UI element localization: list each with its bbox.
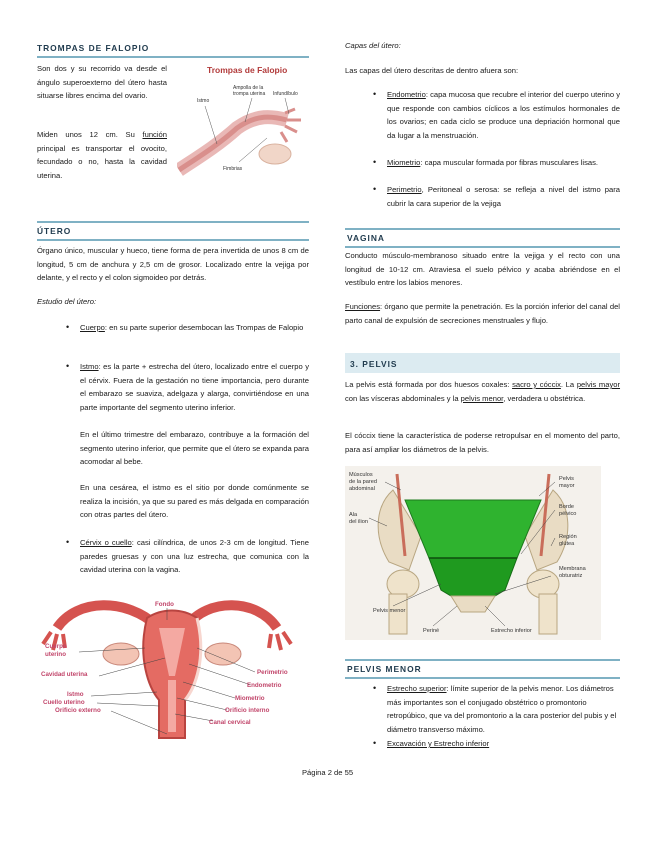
bullet-dot: • (373, 184, 377, 194)
pelvis-heading: 3. PELVIS (350, 359, 398, 369)
pelvis-paragraph-2: El cóccix tiene la característica de poderse retropulsar en el momento del parto, para así ampliar los diámetros de la pelvis. (345, 431, 620, 454)
capas-intro: Las capas del útero descritas de dentro afuera son: (345, 66, 519, 75)
utero-label-canal: Canal cervical (209, 719, 251, 726)
vagina-rule (345, 246, 620, 248)
bullet-dot: • (66, 322, 70, 332)
funcion-link: función (142, 130, 167, 139)
utero-heading: ÚTERO (37, 226, 72, 236)
cuerpo-item: Cuerpo: en su parte superior desembocan las Trompas de Falopio (80, 323, 304, 332)
utero-label-miometrio: Miometrio (235, 695, 265, 702)
bullet-dot: • (373, 157, 377, 167)
estudio-utero-label: Estudio del útero: (37, 297, 97, 306)
utero-label-cuerpo-1: Cuerpo (45, 643, 67, 650)
pelvis-menor-heading: PELVIS MENOR (347, 664, 422, 674)
pelvis-label-borde-2: pélvico (559, 511, 577, 517)
utero-rule (37, 239, 309, 241)
pelvis-label-ala-2: del ilion (349, 519, 368, 525)
utero-rule-top (37, 221, 309, 223)
endometrio-item: Endometrio: capa mucosa que recubre el interior del cuerpo uterino y que responde con cambios cíclicos a los estímulos hormonales de los ovarios; en cada ciclo se produce una depriación hormonal que da lugar a la menstruación. (387, 90, 621, 140)
bullet-dot: • (373, 683, 377, 693)
vagina-heading: VAGINA (347, 233, 385, 243)
pelvis-figure (345, 466, 601, 640)
trompas-heading: TROMPAS DE FALOPIO (37, 43, 150, 53)
cervix-item: Cérvix o cuello: casi cilíndrica, de unos 2-3 cm de longitud. Tiene paredes gruesas y con una luz estrecha, que comunica con la cavidad uterina con la vagina. (80, 538, 309, 575)
capas-heading: Capas del útero: (345, 41, 401, 50)
istmo-paragraph-3: En una cesárea, el istmo es el sitio por donde comúnmente se realiza la incisión, ya que su pared es más delgada en comparación con otras partes del útero. (80, 483, 309, 520)
vagina-rule-top (345, 228, 620, 230)
trompas-label-istmo: Istmo (197, 98, 210, 104)
pelvis-label-region-2: glútea (559, 541, 575, 547)
pelvis-label-menor: Pelvis menor (373, 608, 406, 614)
utero-label-orificio-externo: Orificio externo (55, 707, 101, 714)
utero-label-cavidad: Cavidad uterina (41, 671, 88, 678)
trompas-label-ampolla-2: trompa uterina (233, 91, 266, 97)
pelvis-label-mayor-1: Pelvis (559, 476, 574, 482)
pelvis-paragraph-1: La pelvis está formada por dos huesos coxales: sacro y cóccix. La pelvis mayor con las vísceras abdominales y la pelvis menor, verdadera u obstétrica. (345, 380, 621, 403)
utero-label-cuerpo-2: uterino (45, 651, 66, 658)
excavacion-item: Excavación y Estrecho inferior (387, 739, 490, 748)
pelvis-label-mayor-2: mayor (559, 483, 575, 489)
trompas-figure (177, 58, 309, 188)
bullet-dot: • (373, 738, 377, 748)
trompas-figure-title: Trompas de Falopio (207, 65, 288, 75)
trompas-paragraph-1: Son dos y su recorrido va desde el ángulo superoexterno del útero hasta situarse libres encima del ovario. (37, 64, 167, 101)
pelvis-label-estrecho: Estrecho inferior (491, 628, 532, 634)
pelvis-label-musculos-2: de la pared (349, 479, 377, 485)
utero-label-istmo: Istmo (67, 691, 84, 698)
pelvis-menor-rule-top (345, 659, 620, 661)
trompas-paragraph-2: Miden unos 12 cm. Su función principal es transportar el ovocito, fecundado o no, hasta la cavidad uterina. (37, 130, 167, 180)
utero-figure (37, 588, 309, 750)
estrecho-superior-item: Estrecho superior: límite superior de la pelvis menor. Los diámetros más importantes son el conjugado obstétrico o promontorio retropúbico, que va del promontorio a la cara posterior del pubis y el diámetro transverso máximo. (387, 684, 617, 734)
pelvis-label-borde-1: Borde (559, 504, 574, 510)
bullet-dot: • (373, 89, 377, 99)
pelvis-label-perine: Periné (423, 628, 440, 634)
pelvis-menor-rule (345, 677, 620, 679)
pelvis-label-membrana-2: obturatriz (559, 573, 583, 579)
bullet-dot: • (66, 361, 70, 371)
miometrio-item: Miometrio: capa muscular formada por fibras musculares lisas. (387, 158, 599, 167)
utero-label-cuello: Cuello uterino (43, 699, 85, 706)
utero-label-fondo: Fondo (155, 601, 174, 608)
trompas-label-infundibulo: Infundíbulo (273, 91, 298, 97)
perimetrio-item: Perimetrio, Peritoneal o serosa: se refleja a nivel del istmo para cubrir la cara superior de la vejiga (387, 185, 620, 208)
page-footer: Página 2 de 55 (301, 768, 354, 777)
vagina-funciones: Funciones: órgano que permite la penetración. Es la porción inferior del canal del parto canal de expulsión de secreciones menstruales y flujo. (345, 302, 620, 325)
pelvis-label-region-1: Región (559, 534, 577, 540)
pelvis-label-membrana-1: Membrana (559, 566, 586, 572)
trompas-label-ampolla-1: Ampolla de la (233, 85, 264, 91)
istmo-paragraph-2: En el último trimestre del embarazo, contribuye a la formación del segmento uterino inferior, que permite que el útero se expanda para acomodar al bebe. (80, 430, 309, 467)
bullet-dot: • (66, 537, 70, 547)
utero-paragraph: Órgano único, muscular y hueco, tiene forma de pera invertida de unos 8 cm de longitud, 5 cm de anchura y 2,5 cm de grosor. Localizado entre la vejiga por delante, y el recto y el colon sigmoideo por detrás. (37, 246, 309, 283)
istmo-item: Istmo: es la parte + estrecha del útero, localizado entre el cuerpo y el cérvix. Fuera de la gestación no tiene importancia, pero durante el embarazo se suaviza, adelgaza y alarga, convirtiéndose en una parte importante del segmento uterino inferior. (80, 362, 309, 412)
utero-label-perimetrio: Perimetrio (257, 669, 288, 676)
utero-label-orificio-interno: Orificio interno (225, 707, 270, 714)
vagina-paragraph: Conducto músculo-membranoso situado entre la vejiga y el recto con una longitud de 10-12 cm. Atraviesa el suelo pélvico y acaba abriéndose en el vestíbulo entre los labios menores. (345, 251, 620, 288)
utero-label-endometrio: Endometrio (247, 682, 282, 689)
pelvis-label-musculos-1: Músculos (349, 472, 373, 478)
pelvis-label-ala-1: Ala (349, 512, 358, 518)
pelvis-label-musculos-3: abdominal (349, 486, 375, 492)
trompas-label-fimbrias: Fimbrias (223, 166, 243, 172)
